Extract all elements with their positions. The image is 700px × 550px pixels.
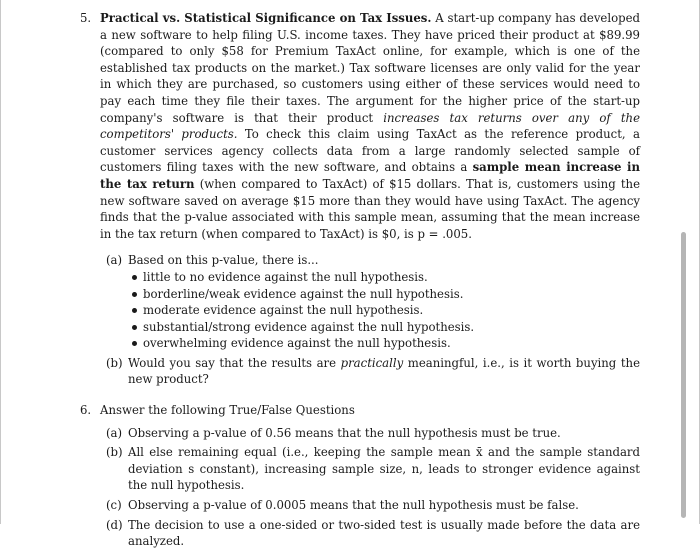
question-5a-options — [143, 269, 640, 352]
option-item: overwhelming evidence against the null hypothesis. — [143, 335, 640, 352]
bullet-icon — [132, 292, 137, 297]
question-5-title: Practical vs. Statistical Significance on Tax Issues. — [100, 11, 432, 25]
question-5a-label: (a) — [106, 253, 123, 268]
question-6d: (d) The decision to use a one-sided or two-sided test is usually made before the data are analyzed. — [106, 517, 640, 549]
question-5-number: 5. — [80, 11, 92, 25]
bullet-icon — [132, 275, 137, 280]
question-6a: (a) Observing a p-value of 0.56 means that the null hypothesis must be true. — [106, 425, 561, 440]
question-5b-text: Would you say that the results are practically meaningful, i.e., is it worth buying the new product? — [128, 355, 640, 387]
vertical-scrollbar[interactable] — [681, 232, 686, 518]
option-item: moderate evidence against the null hypothesis. — [143, 302, 640, 319]
option-item: borderline/weak evidence against the null hypothesis. — [143, 286, 640, 303]
question-5-claim: increases tax returns over any of the competitors' products. — [100, 110, 640, 142]
window-left-border — [0, 0, 1, 524]
question-6-number: 6. — [80, 403, 92, 418]
question-6-title: Answer the following True/False Questions — [100, 403, 355, 418]
question-5a-text: Based on this p-value, there is... — [128, 253, 319, 268]
document-page — [82, 10, 640, 550]
question-6c: (c) Observing a p-value of 0.0005 means that the null hypothesis must be false. — [106, 498, 579, 513]
question-5b — [106, 355, 640, 388]
question-5-text-1: A start-up company has developed a new software to help filing U.S. income taxes. They have priced their product at $89.99 (compared to only $58 for Premium TaxAct online, for example, which is one of the established tax products on the market.) Tax software licenses are only valid for the year in which they are purchased, so customers using either of these services would need to pay each time they file their taxes. The argument for the higher price of the start-up company's software is that their product — [100, 11, 640, 125]
option-item: substantial/strong evidence against the null hypothesis. — [143, 319, 640, 336]
question-5-text-2: To check this claim using TaxAct as the reference product, a customer services agency collects data from a large randomly selected sample of customers filing taxes with the new software, and obtains a — [100, 127, 640, 175]
bullet-icon — [132, 325, 137, 330]
question-6 — [82, 402, 640, 419]
question-6b: (b) All else remaining equal (i.e., keeping the sample mean x̄ and the sample standard deviation s constant), increasing sample size, n, leads to stronger evidence against the null hypothesis. — [106, 445, 640, 493]
question-6-items — [82, 425, 640, 550]
question-5-text-3: (when compared to TaxAct) of $15 dollars. That is, customers using the new software saved on average $15 more than they would have using TaxAct. The agency finds that the p-value associated with this sample mean, assuming that the mean increase in the tax return (when compared to TaxAct) is $0, is p = .005. — [100, 176, 641, 241]
option-item: little to no evidence against the null hypothesis. — [143, 269, 640, 286]
question-5 — [82, 10, 640, 242]
bullet-icon — [132, 308, 137, 313]
question-5a — [106, 252, 640, 269]
bullet-icon — [132, 341, 137, 346]
question-5-key-term: sample mean increase in the tax return — [100, 160, 640, 191]
question-5b-label: (b) — [106, 355, 123, 370]
question-5-body — [100, 10, 640, 242]
